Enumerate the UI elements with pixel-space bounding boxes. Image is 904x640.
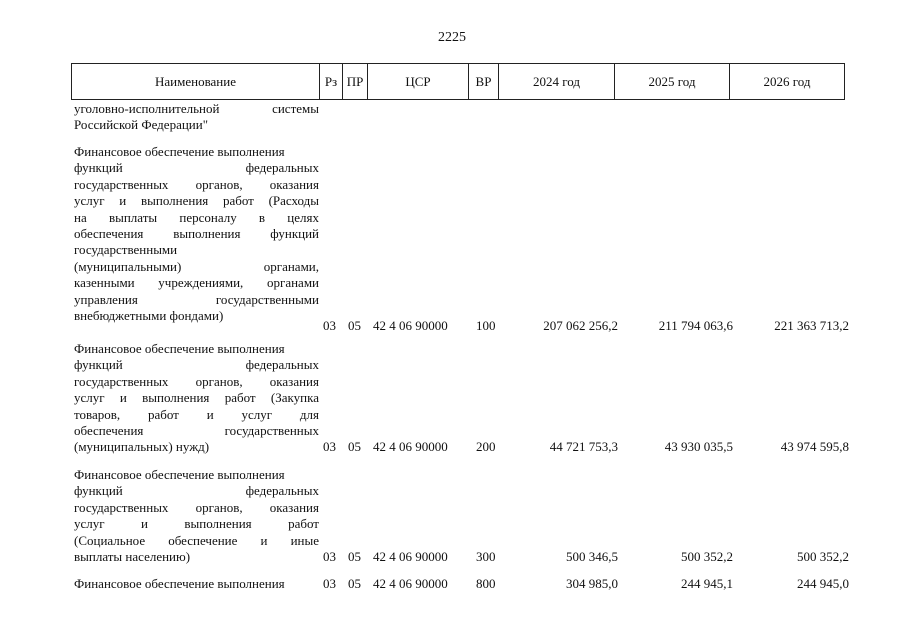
line: государственных органов, оказания xyxy=(74,373,319,389)
cell-2024: 304 985,0 xyxy=(566,576,618,591)
row-name xyxy=(74,144,319,324)
cell-2025: 244 945,1 xyxy=(681,576,733,591)
line: (муниципальных) нужд) xyxy=(74,439,210,455)
header-name: Наименование xyxy=(72,64,320,100)
row-name xyxy=(74,576,319,592)
line: Финансовое обеспечение выполнения xyxy=(74,576,285,591)
line: услуг и выполнения работ (Расходы xyxy=(74,193,319,209)
cell-pr: 05 xyxy=(348,576,361,591)
line: функций федеральных xyxy=(74,160,319,176)
cell-pr: 05 xyxy=(348,439,361,454)
cell-csr: 42 4 06 90000 xyxy=(373,576,448,591)
header-vr: ВР xyxy=(469,64,499,100)
row-name xyxy=(74,341,319,456)
header-2024: 2024 год xyxy=(499,64,615,100)
line: государственных органов, оказания xyxy=(74,176,319,192)
header-2026: 2026 год xyxy=(730,64,845,100)
table-header xyxy=(71,63,845,100)
line: государственными xyxy=(74,242,178,258)
line: уголовно-исполнительной системы xyxy=(74,101,319,116)
header-rz: Рз xyxy=(320,64,343,100)
cell-2026: 244 945,0 xyxy=(797,576,849,591)
cell-pr: 05 xyxy=(348,318,361,333)
cell-2024: 207 062 256,2 xyxy=(543,318,618,333)
cell-2025: 211 794 063,6 xyxy=(658,318,733,333)
line: на выплаты персоналу в целях xyxy=(74,209,319,225)
page-number: 2225 xyxy=(438,30,466,45)
cell-rz: 03 xyxy=(323,549,336,564)
header-row xyxy=(72,64,845,100)
cell-vr: 100 xyxy=(476,318,496,333)
line: обеспечения выполнения функций xyxy=(74,226,319,242)
header-pr: ПР xyxy=(343,64,368,100)
line: обеспечения государственных xyxy=(74,423,319,439)
cell-csr: 42 4 06 90000 xyxy=(373,549,448,564)
cell-rz: 03 xyxy=(323,318,336,333)
line: управления государственными xyxy=(74,291,319,307)
line: услуг и выполнения работ xyxy=(74,516,319,532)
header-csr: ЦСР xyxy=(368,64,469,100)
line: (Социальное обеспечение и иные xyxy=(74,532,319,548)
line: товаров, работ и услуг для xyxy=(74,406,319,422)
line: выплаты населению) xyxy=(74,549,191,565)
line: казенными учреждениями, органами xyxy=(74,275,319,291)
cell-rz: 03 xyxy=(323,439,336,454)
cell-2025: 500 352,2 xyxy=(681,549,733,564)
line: функций федеральных xyxy=(74,483,319,499)
row-name xyxy=(74,467,319,565)
header-2025: 2025 год xyxy=(615,64,730,100)
cell-pr: 05 xyxy=(348,549,361,564)
cell-2026: 221 363 713,2 xyxy=(774,318,849,333)
cell-2024: 500 346,5 xyxy=(566,549,618,564)
cell-vr: 200 xyxy=(476,439,496,454)
cell-2026: 43 974 595,8 xyxy=(780,439,849,454)
line: Финансовое обеспечение выполнения xyxy=(74,341,285,356)
line: услуг и выполнения работ (Закупка xyxy=(74,390,319,406)
cell-vr: 300 xyxy=(476,549,496,564)
cell-vr: 800 xyxy=(476,576,496,591)
line: внебюджетными фондами) xyxy=(74,308,224,324)
cell-csr: 42 4 06 90000 xyxy=(373,439,448,454)
line: Финансовое обеспечение выполнения xyxy=(74,144,285,159)
cell-2026: 500 352,2 xyxy=(797,549,849,564)
line: Российской Федерации" xyxy=(74,117,209,133)
cell-rz: 03 xyxy=(323,576,336,591)
line: Финансовое обеспечение выполнения xyxy=(74,467,285,482)
line: функций федеральных xyxy=(74,357,319,373)
cell-2025: 43 930 035,5 xyxy=(664,439,733,454)
cell-2024: 44 721 753,3 xyxy=(549,439,618,454)
continuation-text xyxy=(74,101,319,134)
cell-csr: 42 4 06 90000 xyxy=(373,318,448,333)
line: государственных органов, оказания xyxy=(74,499,319,515)
line: (муниципальными) органами, xyxy=(74,258,319,274)
